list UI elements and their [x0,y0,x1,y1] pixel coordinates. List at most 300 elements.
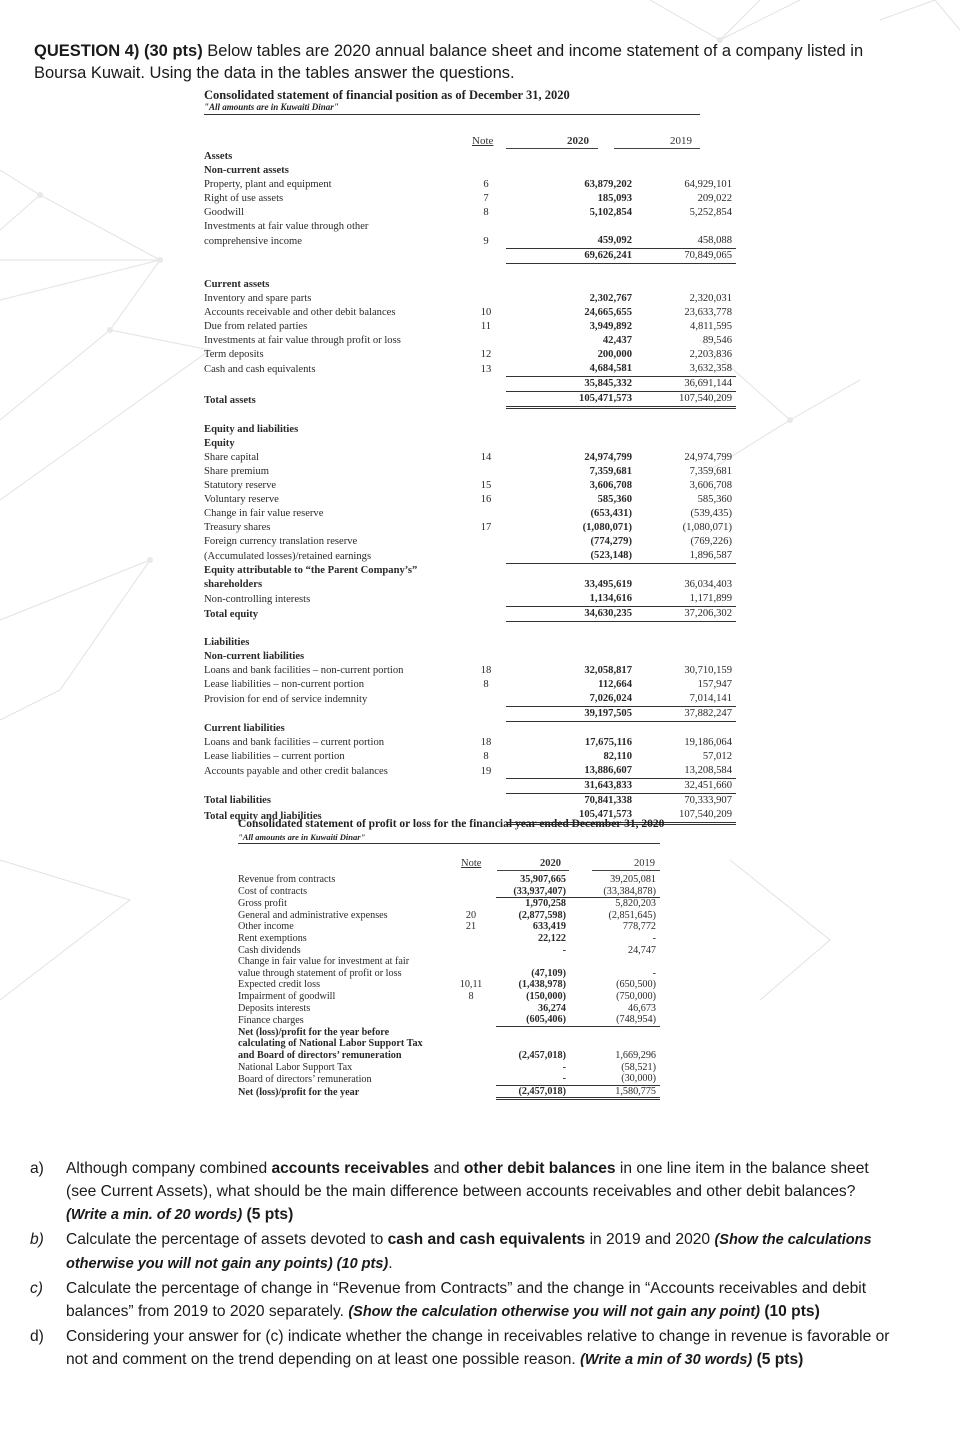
income-statement-header-2020: 2020 [540,858,561,869]
question-text-segment: in 2019 and 2020 [585,1231,715,1248]
balance-sheet-row [204,592,736,607]
balance-sheet-row [204,292,736,306]
balance-sheet-row-note: 15 [480,480,492,491]
balance-sheet-row-label: Term deposits [204,349,264,360]
income-statement-row-note [446,1062,496,1074]
balance-sheet-row-value-2019: 36,034,403 [684,579,732,590]
balance-sheet-row-value-2020 [506,278,636,292]
balance-sheet-row [204,206,736,220]
balance-sheet-row-value-2019: 89,546 [702,335,732,346]
balance-sheet-row [204,306,736,320]
income-statement-row [238,921,660,933]
balance-sheet-row-label: Due from related parties [204,321,308,332]
income-statement-row [238,979,660,991]
income-statement-row-label: value through statement of profit or loss [238,967,402,979]
balance-sheet-row-value-2019: 37,206,302 [636,607,736,622]
income-statement-row [238,1085,660,1099]
balance-sheet-row [204,423,736,437]
balance-sheet-row-note [466,650,506,664]
balance-sheet-row-label [204,377,466,392]
income-statement-row [238,945,660,957]
balance-sheet-row [204,164,736,178]
balance-sheet-row-value-2019: 1,896,587 [636,549,736,564]
balance-sheet-row [204,549,736,564]
balance-sheet-row-label: Change in fair value reserve [204,508,324,519]
income-statement-row-note: 21 [465,921,477,933]
balance-sheet-header-note: Note [472,135,494,147]
income-statement-row-value-2019: (750,000) [616,990,656,1002]
income-statement-row-note [446,1050,496,1062]
income-statement-row-value-2019: 24,747 [627,944,656,956]
income-statement-row [238,1038,660,1050]
balance-sheet-row-label: Lease liabilities – current portion [204,751,345,762]
balance-sheet-row-note: 8 [483,679,489,690]
question-letter: b) [30,1231,44,1248]
income-statement-header-2019: 2019 [634,858,655,869]
income-statement-row-note: 8 [468,990,474,1002]
question-title: QUESTION 4) (30 pts) [34,42,203,60]
income-statement-row [238,1014,660,1026]
balance-sheet-row-value-2020: 39,197,505 [506,707,636,722]
income-statement-header-rule-2020 [497,870,569,871]
balance-sheet-row [204,479,736,493]
balance-sheet-row-label: Assets [204,151,233,162]
balance-sheet-row [204,607,736,622]
income-statement-row-value-2019: - [652,932,656,944]
balance-sheet-row-label [204,707,466,722]
balance-sheet-header-rule-2019 [614,148,700,149]
balance-sheet-row-value-2020: 105,471,573 [506,808,636,824]
balance-sheet-row-note [466,722,506,737]
balance-sheet-row-value-2020 [506,636,636,650]
income-statement-row-value-2019: 39,205,081 [610,874,656,885]
income-statement-row-value-2019: 1,669,296 [615,1049,656,1061]
balance-sheet-row-value-2019: 1,171,899 [636,592,736,607]
income-statement-row [238,1073,660,1085]
question-text-segment: (Write a min. of 20 words) [66,1207,243,1223]
balance-sheet-row-label: Equity [204,438,235,449]
income-statement-row-note [446,1085,496,1099]
balance-sheet-row [204,249,736,264]
income-statement-row-note [446,968,496,980]
balance-sheet-row-label: comprehensive income [204,235,302,247]
income-statement-row-value-2020: (2,457,018) [496,1085,570,1099]
balance-sheet-row-note [466,707,506,722]
balance-sheet-row-value-2019 [636,564,736,579]
question-text-segment: (5 pts) [752,1351,804,1368]
question-text-segment: (Show the calculation otherwise you will not gain any point) [348,1304,760,1320]
balance-sheet-row-note [466,507,506,521]
balance-sheet-row-label: Total liabilities [204,795,272,806]
balance-sheet-row-note: 17 [480,522,492,533]
balance-sheet-row-value-2020 [506,423,636,437]
question-text-segment: in one line item in the balance sheet (see Current Assets), what should be the main difference between accounts receivables and other debit balances? [66,1160,869,1200]
balance-sheet-row-value-2019: 3,606,708 [689,480,732,491]
balance-sheet-row-value-2019: 458,088 [636,234,736,249]
balance-sheet-row-label: shareholders [204,579,263,590]
balance-sheet-row-note [466,423,506,437]
income-statement-row-note [446,1014,496,1026]
income-statement-header-rule-2019 [592,870,660,871]
balance-sheet-row-note [466,564,506,579]
balance-sheet-row-note [466,622,506,637]
income-statement-row-value-2020: - [562,1061,566,1073]
balance-sheet-row-value-2020: 82,110 [603,751,632,762]
income-statement-row-label: Revenue from contracts [238,874,336,885]
income-statement-row-label: Cash dividends [238,944,301,956]
balance-sheet-row-value-2019: 24,974,799 [684,452,732,463]
balance-sheet-row-value-2019: 7,359,681 [689,466,732,477]
income-statement-row-value-2020: 35,907,665 [520,874,566,885]
income-statement-title-rule [238,843,660,844]
balance-sheet-row-value-2019: 19,186,064 [684,737,732,748]
balance-sheet-row-value-2019: 70,849,065 [636,249,736,264]
balance-sheet-row-label: Share capital [204,452,260,463]
income-statement-row-label: and Board of directors’ remuneration [238,1049,402,1061]
balance-sheet-row [204,408,736,424]
question-text-segment: . [388,1255,393,1272]
income-statement-row-label: Other income [238,921,294,933]
income-statement-row-value-2019 [570,1026,660,1038]
income-statement-row-value-2019: (2,851,645) [608,909,656,921]
income-statement-row-value-2020: (33,937,407) [496,886,570,898]
balance-sheet-row-note [466,377,506,392]
balance-sheet-row [204,692,736,707]
balance-sheet-row-note [466,549,506,564]
balance-sheet-row-value-2019: 157,947 [697,679,732,690]
balance-sheet-row-note [466,334,506,348]
balance-sheet-row-value-2019: 37,882,247 [636,707,736,722]
balance-sheet-row-value-2019: 2,203,836 [689,349,732,360]
balance-sheet-row-note: 6 [483,179,489,190]
balance-sheet-row-value-2020: 7,359,681 [589,466,632,477]
balance-sheet-row-value-2019 [636,622,736,637]
balance-sheet-row [204,736,736,750]
question-text-segment: cash and cash equivalents [387,1231,586,1248]
balance-sheet-row-note: 10 [480,307,492,318]
balance-sheet-row-value-2019: 64,929,101 [684,179,732,190]
income-statement-row-value-2020: (605,406) [496,1014,570,1026]
balance-sheet-row [204,750,736,764]
balance-sheet-row-note: 16 [480,494,492,505]
question-item [30,1277,900,1324]
balance-sheet-row-note: 9 [483,235,489,247]
balance-sheet-row-label: Foreign currency translation reserve [204,536,358,547]
question-text-segment: Calculate the percentage of change in “Revenue from Contracts” and the change in “Accounts receivables and debit balances” from 2019 to 2020 separately. [66,1280,867,1320]
balance-sheet-row [204,493,736,507]
income-statement-row-label: General and administrative expenses [238,909,388,921]
balance-sheet-row-value-2020 [506,564,636,579]
balance-sheet-row-value-2019: 2,320,031 [689,293,732,304]
balance-sheet-row-label: Investments at fair value through profit or loss [204,335,401,346]
income-statement-row-note [446,1038,496,1050]
balance-sheet-row-value-2019 [636,264,736,279]
balance-sheet-row-value-2020 [506,220,636,234]
balance-sheet-row-label: Loans and bank facilities – non-current portion [204,665,404,676]
balance-sheet-row-value-2020: (1,080,071) [582,522,632,533]
balance-sheet-row [204,392,736,408]
income-statement-row-value-2020: - [496,1073,570,1085]
balance-sheet-header-2020: 2020 [567,135,589,147]
balance-sheet-row-note [466,636,506,650]
balance-sheet-row-label [204,264,466,279]
balance-sheet-row-label: Current liabilities [204,723,285,734]
balance-sheet-row [204,465,736,479]
income-statement-header-note: Note [461,858,482,869]
balance-sheet-row-note [466,392,506,408]
income-statement-table [238,874,660,1100]
question-text-segment: (Write a min of 30 words) [580,1352,753,1368]
balance-sheet-row-value-2020 [506,164,636,178]
balance-sheet-row-note [466,220,506,234]
income-statement-row-note: 10,11 [459,979,483,991]
question-text-segment: and [429,1160,464,1177]
income-statement-title: Consolidated statement of profit or loss for the financial year ended December 31, 2020 [238,818,665,830]
income-statement-row-note [446,898,496,910]
balance-sheet-header-rule-2020 [506,148,598,149]
balance-sheet-row-value-2019: 107,540,209 [636,808,736,824]
balance-sheet-row-value-2019 [636,636,736,650]
income-statement-row-value-2019: (650,500) [616,979,656,991]
balance-sheet-row-note: 11 [480,321,492,332]
question-item [30,1157,900,1227]
income-statement-row-note [446,874,496,886]
balance-sheet-row-note [466,794,506,809]
balance-sheet-row-value-2020: 2,302,767 [589,293,632,304]
income-statement-row-label: Rent exemptions [238,932,307,944]
balance-sheet-title-rule [204,114,700,115]
balance-sheet-row-label: Provision for end of service indemnity [204,693,368,705]
income-statement-row-label: Expected credit loss [238,979,321,991]
income-statement-row-label: Cost of contracts [238,886,308,898]
balance-sheet-row-value-2020 [506,437,636,451]
question-letter: c) [30,1280,43,1297]
income-statement-row-label: Impairment of goodwill [238,990,336,1002]
balance-sheet-row-value-2019: 13,208,584 [636,764,736,779]
balance-sheet-row [204,264,736,279]
income-statement-row-note: 20 [465,909,477,921]
balance-sheet-row-value-2020: 32,058,817 [584,665,632,676]
income-statement-row [238,1050,660,1062]
balance-sheet-row-label: Total assets [204,394,256,406]
balance-sheet-row-value-2020: 459,092 [506,234,636,249]
question-letter: a) [30,1160,44,1177]
balance-sheet-row-note: 13 [480,363,492,375]
income-statement-row-label: Finance charges [238,1014,304,1026]
income-statement-row-value-2020: 22,122 [537,932,566,944]
question-letter: d) [30,1328,44,1345]
balance-sheet-row-value-2020 [506,722,636,737]
balance-sheet-row [204,650,736,664]
income-statement-row-value-2020: 1,970,258 [525,898,566,910]
question-text-segment: Considering your answer for (c) indicate whether the change in receivables relative to change in revenue is favorable or not and comment on the trend depending on at least one possible reason. [66,1328,890,1368]
income-statement-row-value-2020: (2,457,018) [518,1049,566,1061]
balance-sheet-row-value-2019 [636,278,736,292]
balance-sheet-row [204,664,736,678]
balance-sheet-row-value-2020: 69,626,241 [506,249,636,264]
balance-sheet-header-2019: 2019 [670,135,692,147]
balance-sheet-row-value-2019: 23,633,778 [684,307,732,318]
balance-sheet-row-label: Liabilities [204,637,250,648]
balance-sheet-row-value-2019: 30,710,159 [684,665,732,676]
income-statement-row-value-2019: (58,521) [621,1061,656,1073]
balance-sheet-subtitle: "All amounts are in Kuwaiti Dinar" [204,102,339,112]
balance-sheet-row-label [204,408,466,424]
balance-sheet-row-note [466,535,506,549]
balance-sheet-row [204,622,736,637]
balance-sheet-row-value-2020 [506,408,636,424]
balance-sheet-row [204,535,736,549]
income-statement-row-value-2019: 46,673 [627,1002,656,1014]
balance-sheet-row-value-2020: 31,643,833 [506,779,636,794]
income-statement-row-value-2019: (33,384,878) [570,886,660,898]
balance-sheet-row-label [204,779,466,794]
balance-sheet-row [204,278,736,292]
balance-sheet-row-value-2020: (774,279) [590,536,632,547]
balance-sheet-row-label: Equity and liabilities [204,424,299,435]
balance-sheet-row-value-2019: 209,022 [697,193,732,204]
balance-sheet-row-value-2020: 1,134,616 [506,592,636,607]
balance-sheet-row [204,192,736,206]
balance-sheet-row-note [466,465,506,479]
income-statement-row [238,886,660,898]
balance-sheet-row-note [466,437,506,451]
balance-sheet-row [204,348,736,362]
income-statement-row-note [446,945,496,957]
balance-sheet-row-note: 7 [483,193,489,204]
balance-sheet-row-value-2020: 3,606,708 [589,480,632,491]
balance-sheet-row-label: Voluntary reserve [204,494,279,505]
income-statement-row-value-2020 [496,1038,570,1050]
balance-sheet-row-label: Equity attributable to “the Parent Company’s” [204,565,418,576]
income-statement-row-value-2019: (748,954) [570,1014,660,1026]
balance-sheet-row [204,437,736,451]
balance-sheet-row-label: Right of use assets [204,193,284,204]
balance-sheet-row-value-2020: 5,102,854 [589,207,632,218]
balance-sheet-row [204,377,736,392]
balance-sheet-table [204,150,736,825]
question-item [30,1228,900,1276]
income-statement-row-label: National Labor Support Tax [238,1061,353,1073]
balance-sheet-row-label: Non-current assets [204,165,289,176]
balance-sheet-row-note: 8 [483,751,489,762]
income-statement-row [238,898,660,910]
income-statement-subtitle: "All amounts are in Kuwaiti Dinar" [238,832,366,842]
balance-sheet-row [204,234,736,249]
question-item [30,1325,900,1372]
balance-sheet-row-label: Loans and bank facilities – current portion [204,737,385,748]
balance-sheet-title: Consolidated statement of financial position as of December 31, 2020 [204,88,570,102]
question-text-segment: Although company combined [66,1160,272,1177]
balance-sheet-row [204,362,736,377]
balance-sheet-row-label: Current assets [204,279,270,290]
income-statement-row-value-2020: (2,877,598) [518,909,566,921]
balance-sheet-row-value-2019: 3,632,358 [636,362,736,377]
balance-sheet-row-note [466,779,506,794]
balance-sheet-row-value-2019: (769,226) [690,536,732,547]
balance-sheet-row [204,507,736,521]
balance-sheet-row-value-2020: 112,664 [598,679,632,690]
income-statement-row-value-2020 [496,956,570,968]
balance-sheet-row-label: Statutory reserve [204,480,277,491]
balance-sheet-row [204,178,736,192]
balance-sheet-row-label: Accounts payable and other credit balances [204,765,388,777]
balance-sheet-row-value-2019: 36,691,144 [636,377,736,392]
income-statement-row [238,1026,660,1038]
question-text-segment: (10 pts) [759,1303,820,1320]
income-statement-row-label: Deposits interests [238,1002,311,1014]
balance-sheet-row-label: Non-current liabilities [204,651,305,662]
balance-sheet-row-value-2020: (653,431) [590,508,632,519]
balance-sheet-row [204,636,736,650]
balance-sheet-row-value-2019: 7,014,141 [636,692,736,707]
question-text-segment: Calculate the percentage of assets devoted to [66,1231,388,1248]
income-statement-row-note [446,886,496,898]
balance-sheet-row [204,521,736,535]
balance-sheet-row-note: 18 [480,665,492,676]
income-statement-row-note [446,1026,496,1038]
balance-sheet-row [204,678,736,692]
balance-sheet-row-value-2019 [636,164,736,178]
question-text-segment: (5 pts) [242,1206,294,1223]
balance-sheet-row-value-2020: 105,471,573 [506,392,636,408]
balance-sheet-row-value-2020 [506,650,636,664]
balance-sheet-row-note [466,150,506,164]
balance-sheet-row-label: Share premium [204,466,270,477]
income-statement-row-label: Net (loss)/profit for the year before [238,1026,390,1038]
balance-sheet-row [204,320,736,334]
question-heading [34,40,914,84]
balance-sheet-row-label: Total equity and liabilities [204,810,322,822]
balance-sheet-row-value-2020: 4,684,581 [506,362,636,377]
question-text-segment: accounts receivables [271,1160,430,1177]
balance-sheet-row-note: 12 [480,349,492,360]
balance-sheet-row-label: Non-controlling interests [204,593,311,605]
balance-sheet-row-value-2020: 33,495,619 [584,579,632,590]
balance-sheet-row [204,564,736,579]
income-statement-row [238,991,660,1003]
income-statement-row-value-2020: (47,109) [531,967,566,979]
income-statement-row-note [446,933,496,945]
balance-sheet-row-value-2019: 57,012 [702,751,732,762]
income-statement-row [238,1003,660,1015]
balance-sheet-row-value-2019: 70,333,907 [684,795,732,806]
income-statement-row [238,910,660,922]
balance-sheet-row-label: Inventory and spare parts [204,293,312,304]
balance-sheet-row-value-2019 [636,437,736,451]
balance-sheet-row-value-2020 [506,150,636,164]
balance-sheet-row-note [466,692,506,707]
income-statement-row-label: Gross profit [238,898,287,910]
income-statement-row-note [446,1003,496,1015]
balance-sheet-row-label: Lease liabilities – non-current portion [204,679,365,690]
balance-sheet-row [204,220,736,234]
balance-sheet-row-value-2020: 3,949,892 [589,321,632,332]
income-statement-row-value-2020: 36,274 [537,1002,566,1014]
balance-sheet-row [204,722,736,737]
balance-sheet-row-value-2020: 70,841,338 [584,795,632,806]
balance-sheet-row [204,150,736,164]
income-statement-row-value-2019: 1,580,775 [570,1085,660,1099]
balance-sheet-row-value-2020 [506,622,636,637]
balance-sheet-row-value-2019: 585,360 [697,494,732,505]
balance-sheet-row-value-2020: 17,675,116 [584,737,632,748]
balance-sheet-row [204,334,736,348]
balance-sheet-row-label: Total equity [204,608,259,620]
balance-sheet-row-value-2019 [636,408,736,424]
income-statement-row [238,968,660,980]
income-statement-row-value-2019 [570,956,660,968]
